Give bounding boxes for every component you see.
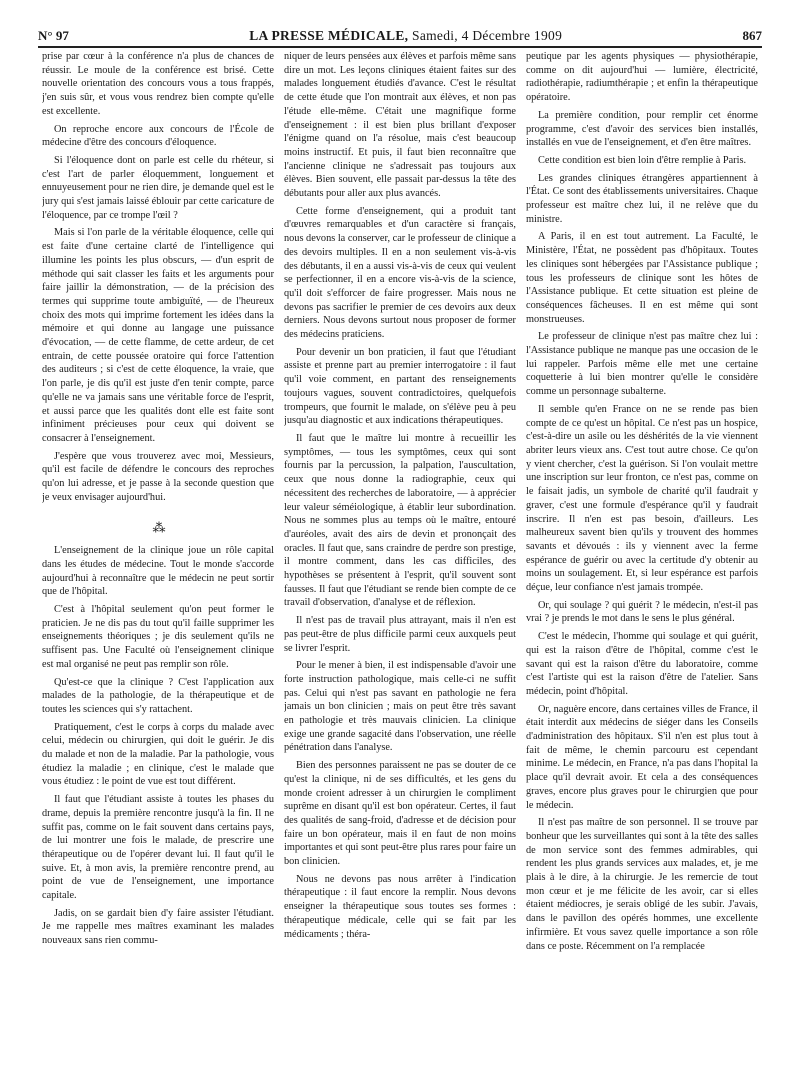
- paragraph: Il n'est pas maître de son personnel. Il se trouve par bonheur que les surveillantes qui sont à la tête des salles de mon service sont des femmes admirables, qui rendent les plus grands services aux malades, et, je me plais à le dire, à la chirurgie. Je les remercie de tout mon cœur et je me félicite de les avoir, car si elles étaient médiocres, je serais obligé de les subir. J'avais, dans le pavillon des opérés hommes, une excellente infirmière. Et vous savez quelle importance a son rôle dans ce poste. Récemment on l'a remplacée: [526, 817, 758, 952]
- paragraph: Nous ne devons pas nous arrêter à l'indication thérapeutique : il faut encore la remplir. Nous devons enseigner la thérapeutique sous toutes ses formes : thérapeutique médicale, celle qui se fait par les médicaments ; théra-: [284, 873, 516, 940]
- paragraph: A Paris, il en est tout autrement. La Faculté, le Ministère, l'État, ne possèdent pas d'hôpitaux. Toutes les cliniques sont hébergées par l'Assistance publique ; tous les professeurs de clinique sont les hôtes de l'Assistance publique. Et cette situation est pleine de conséquences fâcheuses. Il en est même qui sont monstrueuses.: [526, 231, 758, 325]
- paragraph: L'enseignement de la clinique joue un rôle capital dans les études de médecine. Tout le monde s'accorde aujourd'hui à reconnaître que le médecin ne peut sortir que de l'hôpital.: [42, 545, 274, 598]
- paragraph: peutique par les agents physiques — physiothérapie, comme on dit aujourd'hui — lumière, électricité, radiothérapie, radiumthérapie ; et enfin la thérapeutique opératoire.: [526, 51, 758, 104]
- page-header: [38, 8, 762, 48]
- paragraph: Bien des personnes paraissent ne pas se douter de ce qu'est la clinique, ni de ses difficultés, et les gens du monde croient adresser à un chirurgien le compliment suprême en disant qu'il est bon opérateur. Certes, il faut des qualités de sang-froid, d'adresse et de décision pour faire un bon opérateur, mais il en faut de non moins importantes et qui sont peut-être plus rares pour faire un bon clinicien.: [284, 760, 516, 868]
- paragraph: Il faut que l'étudiant assiste à toutes les phases du drame, depuis la première rencontre jusqu'à la fin. Il ne suffit pas, comme on le fait souvent dans certains pays, de lui montrer une fois le malade, de prescrire une thérapeutique ou de l'opérer devant lui. Il faut qu'il le suive. Et, à mon avis, la première rencontre prend, au point de vue de l'enseignement, une importance capitale.: [42, 794, 274, 902]
- paragraph: C'est le médecin, l'homme qui soulage et qui guérit, qui est la raison d'être de l'hôpital, comme c'est le savant qui est la raison d'être du laboratoire, comme c'est l'artiste qui est la raison d'être de l'atelier. Sans médecin, point d'hôpital.: [526, 631, 758, 697]
- paragraph: Il faut que le maître lui montre à recueillir les symptômes, — tous les symptômes, ceux qui sont fournis par la percussion, la palpation, l'auscultation, ceux que nous donne la radiographie, ceux qui nécessitent des recherches de laboratoire, — à apprécier leur valeur séméiologique, à établir leur subordination. Nous ne sommes plus au temps où le maître, entouré d'auréoles, avait des airs de devin et prononçait des oracles. Il faut que, sans craindre de perdre son prestige, il montre comment, dans les cas difficiles, des hypothèses se présentent à l'esprit, qu'il souvent sont fausses. Il faut que l'étudiant se rende bien compte de ce travail d'observation, d'analyse et de réflexion.: [284, 432, 516, 609]
- paragraph: prise par cœur à la conférence n'a plus de chances de réussir. Le moule de la conférence est brisé. Cette nouvelle orientation des concours vous a tous frappés, j'en suis sûr, et vous vous rendrez bien compte qu'elle est excellente.: [42, 51, 274, 117]
- issue-number: N° 97: [38, 28, 69, 43]
- paragraph: Pratiquement, c'est le corps à corps du malade avec celui, médecin ou chirurgien, qui doit le guérir. Je dis du malade et non de la maladie. Par la pathologie, vous étudiez la maladie ; en clinique, c'est le malade que vous étudiez : le point de vue est tout différent.: [42, 721, 274, 788]
- page-number: 867: [742, 28, 762, 43]
- paragraph: Cette condition est bien loin d'être remplie à Paris.: [538, 154, 747, 166]
- paragraph: Qu'est-ce que la clinique ? C'est l'application aux malades de la pathologie, de la thérapeutique et de toutes les sciences qui s'y rattachent.: [42, 676, 274, 715]
- paragraph: Or, naguère encore, dans certaines villes de France, il était interdit aux médecins de siéger dans les Conseils d'administration des hôpitaux. S'il n'en est plus tout à fait de même, le chemin parcouru est cependant minime. Le médecin, en France, n'a pas dans l'hopital la place qu'il devrait avoir. Et cela a des conséquences graves, encore plus graves pour le chirurgien que pour le médecin.: [526, 703, 758, 811]
- column-2: [284, 50, 516, 1078]
- paragraph: Pour le mener à bien, il est indispensable d'avoir une forte instruction pathologique, mais celle-ci ne suffit pas. Celui qui n'est pas savant en pathologie ne fera jamais un bon clinicien ; mais on peut être très savant en pathologie et très mauvais clinicien. La clinique exige une grande sagacité dans l'observation, une réelle pénétration dans l'analyse.: [284, 660, 516, 754]
- paragraph: Il semble qu'en France on ne se rende pas bien compte de ce qu'est un hôpital. Ce n'est pas un hospice, c'est-à-dire un asile ou les déshérités de la vie viennent abriter leurs vieux ans. C'est tout autre chose. Ce qu'on y vient chercher, c'est la guérison. Si l'on voulait mettre une inscription sur leur fronton, ce n'est pas, comme on le faisait jadis, un symbole de charité qu'il faudrait y graver, c'est une formule d'espérance qu'il y faudrait inscrire. Il n'en est pas besoin, d'ailleurs. Les malheureux savent bien qu'ils y trouvent des hommes savants et dévoués : ils y viennent avec la ferme espérance de guérir ou avec la certitude d'y obtenir au moins un soulagement. Et, si leur espérance est parfois déçue, leur confiance n'est jamais trompée.: [526, 403, 758, 594]
- paragraph: Pour devenir un bon praticien, il faut que l'étudiant assiste et prenne part au premier interrogatoire : il faut qu'il voie comment, en partant des renseignements toujours vagues, souvent contradictoires, quelquefois trompeurs, que fournit le malade, on s'élève peu à peu jusqu'au diagnostic et aux indications thérapeutiques.: [284, 346, 516, 427]
- paragraph: Il n'est pas de travail plus attrayant, mais il n'en est pas peut-être de plus difficile parmi ceux auxquels peut se livrer l'esprit.: [284, 615, 516, 654]
- paragraph: Si l'éloquence dont on parle est celle du rhéteur, si c'est l'art de parler éloquemment, longuement et ennuyeusement pour ne rien dire, je demande quel est le jury qui s'est jamais laissé éblouir par cette caricature de l'éloquence, par ce trompe l'œil ?: [42, 154, 274, 221]
- paragraph: J'espère que vous trouverez avec moi, Messieurs, qu'il est facile de défendre le concours des reproches qu'on lui adresse, et je passe à la seconde question que je veux envisager aujourd'hui.: [42, 450, 274, 503]
- paragraph: Le professeur de clinique n'est pas maître chez lui : l'Assistance publique ne manque pas une occasion de le lui rappeler. Parfois même elle met une certaine coquetterie à lui bien montrer qu'elle le considère comme un personnage subalterne.: [526, 331, 758, 398]
- section-asterism: ⁂: [152, 519, 164, 535]
- paragraph: Cette forme d'enseignement, qui a produit tant d'œuvres remarquables et d'un caractère si français, nous devons la conserver, car le professeur de clinique a des devoirs multiples. Il en a non seulement vis-à-vis des débutants, il en a aussi vis-à-vis de ceux qui veulent se perfectionner, il en a encore vis-à-vis de la science, qu'il doit s'efforcer de faire progresser. Mais nous ne devons pas sacrifier le premier de ces devoirs aux deux derniers. Nous devons surtout nous proposer de former des médecins praticiens.: [284, 205, 516, 341]
- journal-title: LA PRESSE MÉDICALE,: [249, 28, 409, 43]
- paragraph: Mais si l'on parle de la véritable éloquence, celle qui est faite d'une certaine clarté de l'intelligence qui illumine les points les plus obscurs, — d'un esprit de méthode qui sait classer les faits et les arguments pour faire jaillir la démonstration, — de la précision des termes qui supprime toute ambiguïté, — de l'heureux choix des mots qui imprime fortement les idées dans la mémoire et qui donne au langage une puissance d'évocation, — de cette flamme, de cette ardeur, de cet entrain, de cette poussée oratoire qui force l'attention des auditeurs ; si c'est de cette éloquence, la vraie, que l'on parle, je dis qu'il est juste d'en tenir compte, parce qu'elle ne va jamais sans une véritable force de l'esprit, et aussi parce que les qualités dont elle est faite sont infiniment précieuses pour ceux qui doivent se consacrer à l'enseignement.: [42, 227, 274, 444]
- paragraph: Or, qui soulage ? qui guérit ? le médecin, n'est-il pas vrai ? je prends le mot dans le sens le plus général.: [526, 599, 758, 625]
- paragraph: niquer de leurs pensées aux élèves et parfois même sans dire un mot. Les leçons cliniques étaient faites sur des malades longuement étudiés d'avance. C'est le résultat de cette étude que l'on montrait aux élèves, et non pas l'étude elle-même. C'était une magnifique forme d'enseignement : il est bien plus brillant d'exposer l'énigme quand on l'a résolue, mais c'est beaucoup moins instructif. Et puis, il faut bien reconnaître que l'ancienne clinique ne s'adressait pas toujours aux élèves. Bien souvent, elle passait par-dessus la tête des débutants pour aller aux plus avancés.: [284, 51, 516, 200]
- column-1: [42, 50, 274, 1078]
- paragraph: Jadis, on se gardait bien d'y faire assister l'étudiant. Je me rappelle mes maîtres examinant les malades nouveaux sans rien commu-: [42, 907, 274, 947]
- paragraph: On reproche encore aux concours de l'École de médecine d'être des concours d'éloquence.: [42, 123, 274, 149]
- paragraph: C'est à l'hôpital seulement qu'on peut former le praticien. Je ne dis pas du tout qu'il faille supprimer les enseignements théoriques ; je dis seulement qu'ils ne suffisent pas. Une Faculté où l'enseignement clinique est mal organisé ne peut pas remplir son rôle.: [42, 604, 274, 670]
- journal-title-line: [249, 28, 562, 44]
- issue-date: Samedi, 4 Décembre 1909: [412, 28, 563, 43]
- paragraph: La première condition, pour remplir cet énorme programme, c'est d'avoir des services bien installés, installés en vue de l'enseignement, et d'en être maîtres.: [526, 109, 758, 149]
- column-3: [526, 50, 758, 1078]
- paragraph: Les grandes cliniques étrangères appartiennent à l'État. Ce sont des établissements universitaires. Chaque professeur est maître chez lui, il ne relève que du ministre.: [526, 172, 758, 225]
